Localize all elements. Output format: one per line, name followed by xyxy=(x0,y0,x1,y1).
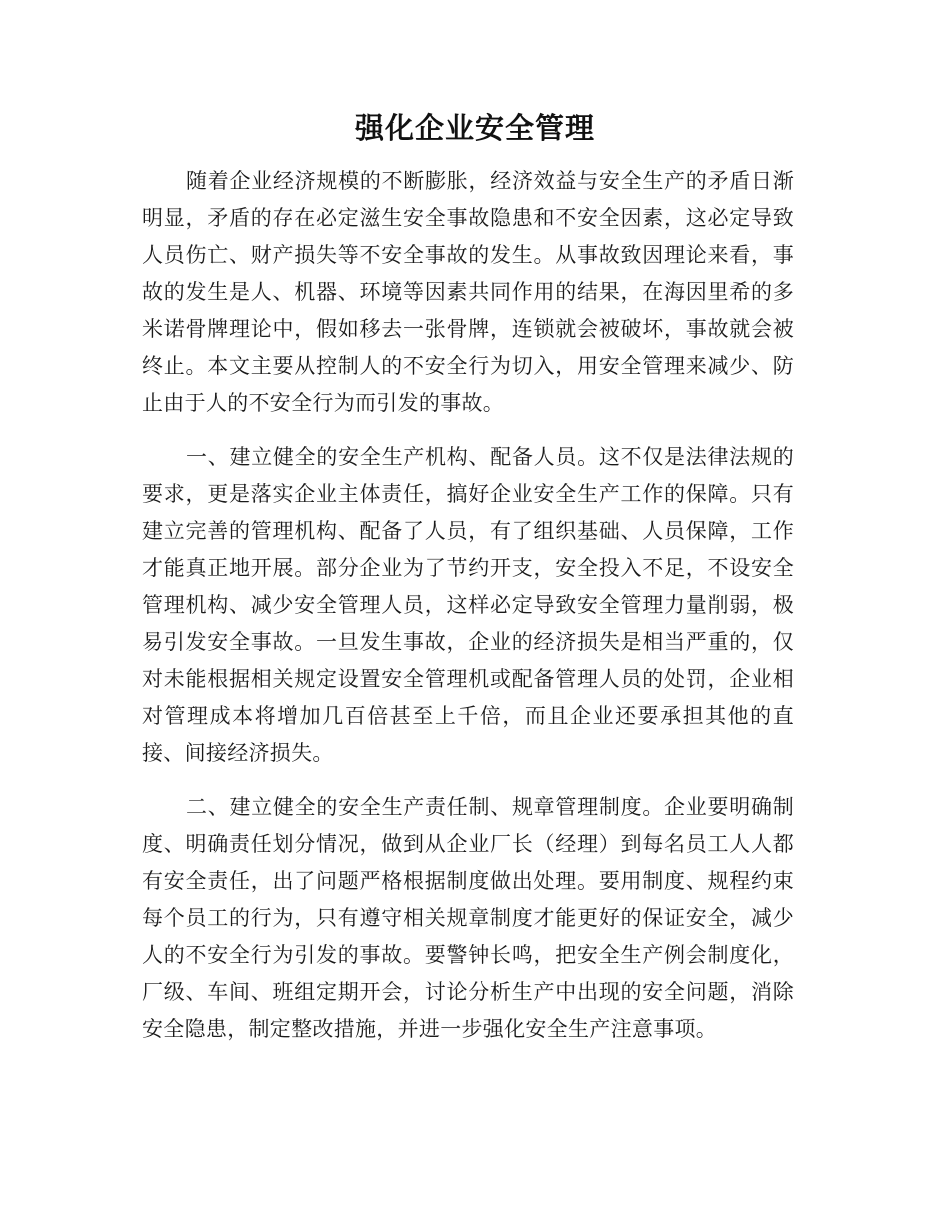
paragraph-section-1: 一、建立健全的安全生产机构、配备人员。这不仅是法律法规的要求，更是落实企业主体责任，搞好企业安全生产工作的保障。只有建立完善的管理机构、配备了人员，有了组织基础、人员保障，工作才能真正地开展。部分企业为了节约开支，安全投入不足，不设安全管理机构、减少安全管理人员，这样必定导致安全管理力量削弱，极易引发安全事故。一旦发生事故，企业的经济损失是相当严重的，仅对未能根据相关规定设置安全管理机或配备管理人员的处罚，企业相对管理成本将增加几百倍甚至上千倍，而且企业还要承担其他的直接、间接经济损失。 xyxy=(142,445,794,765)
paragraph-intro: 随着企业经济规模的不断膨胀，经济效益与安全生产的矛盾日渐明显，矛盾的存在必定滋生安全事故隐患和不安全因素，这必定导致人员伤亡、财产损失等不安全事故的发生。从事故致因理论来看，事故的发生是人、机器、环境等因素共同作用的结果，在海因里希的多米诺骨牌理论中，假如移去一张骨牌，连锁就会被破坏，事故就会被终止。本文主要从控制人的不安全行为切入，用安全管理来减少、防止由于人的不安全行为而引发的事故。 xyxy=(142,169,794,415)
paragraph-section-2: 二、建立健全的安全生产责任制、规章管理制度。企业要明确制度、明确责任划分情况，做到从企业厂长（经理）到每名员工人人都有安全责任，出了问题严格根据制度做出处理。要用制度、规程约束每个员工的行为，只有遵守相关规章制度才能更好的保证安全，减少人的不安全行为引发的事故。要警钟长鸣，把安全生产例会制度化，厂级、车间、班组定期开会，讨论分析生产中出现的安全问题，消除安全隐患，制定整改措施，并进一步强化安全生产注意事项。 xyxy=(142,795,794,1041)
document-title: 强化企业安全管理 xyxy=(354,111,595,145)
